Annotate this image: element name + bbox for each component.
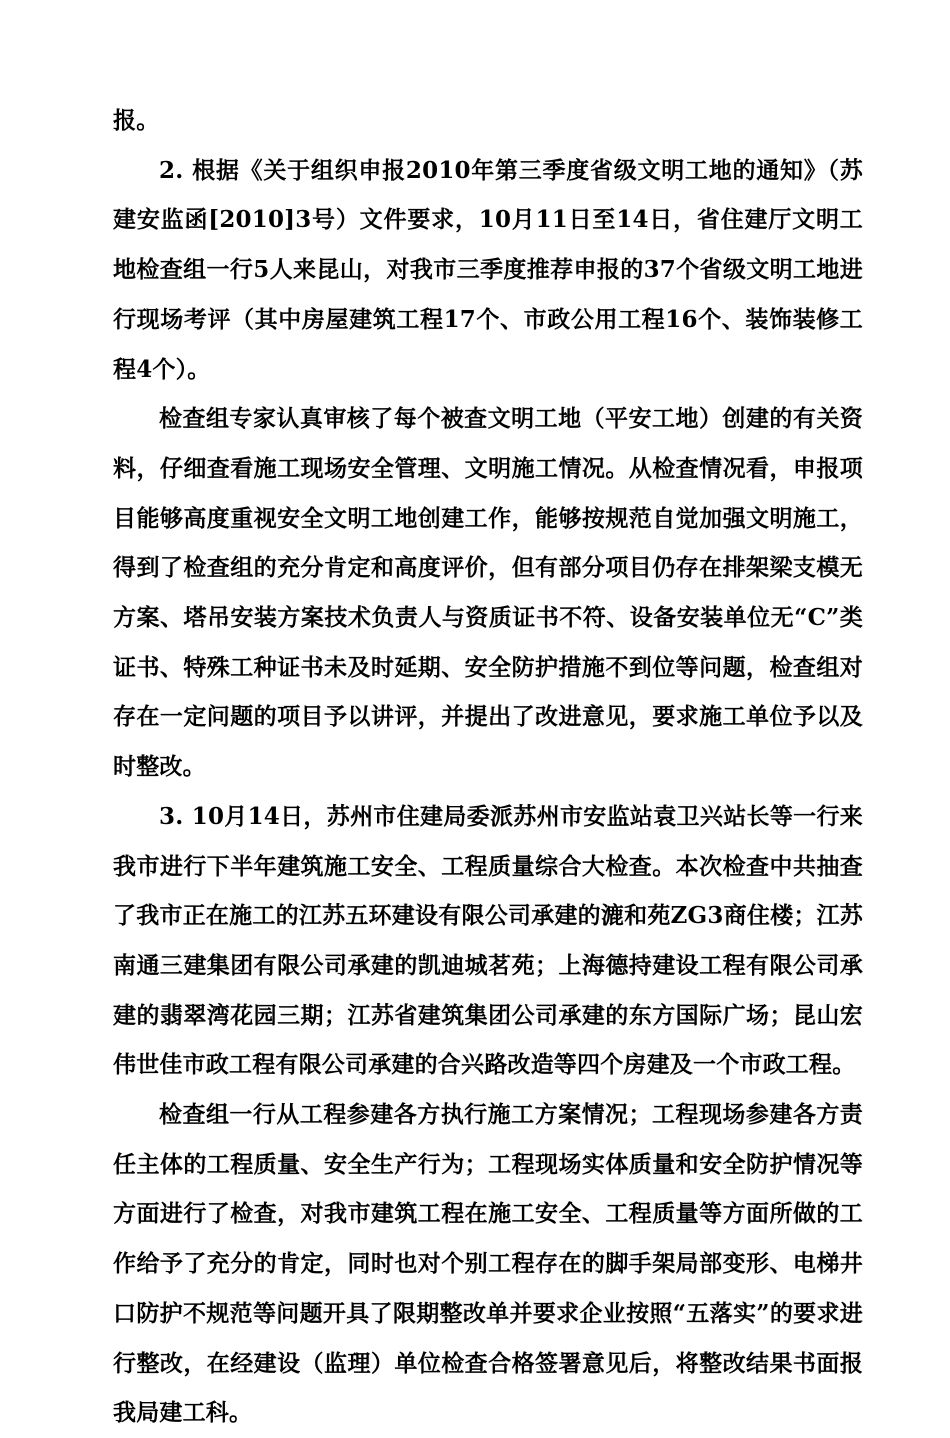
paragraph-item-2: 2. 根据《关于组织申报2010年第三季度省级文明工地的通知》（苏建安监函[2010]3号）文件要求，10月11日至14日，省住建厅文明工地检查组一行5人来昆山，对我市三季度推荐申报的37个省级文明工地进行现场考评（其中房屋建筑工程17个、市政公用工程16个、装饰装修工程4个）。 [113, 156, 863, 383]
paragraph-item-3: 3. 10月14日，苏州市住建局委派苏州市安监站袁卫兴站长等一行来我市进行下半年建筑施工安全、工程质量综合大检查。本次检查中共抽查了我市正在施工的江苏五环建设有限公司承建的漉和苑ZG3商住楼；江苏南通三建集团有限公司承建的凯迪城茗苑；上海德持建设工程有限公司承建的翡翠湾花园三期；江苏省建筑集团公司承建的东方国际广场；昆山宏伟世佳市政工程有限公司承建的合兴路改造等四个房建及一个市政工程。 [113, 802, 863, 1079]
document-page [113, 96, 863, 1438]
paragraph-inspection-results: 检查组一行从工程参建各方执行施工方案情况；工程现场参建各方责任主体的工程质量、安全生产行为；工程现场实体质量和安全防护情况等方面进行了检查，对我市建筑工程在施工安全、工程质量等方面所做的工作给予了充分的肯定，同时也对个别工程存在的脚手架局部变形、电梯井口防护不规范等问题开具了限期整改单并要求企业按照“五落实”的要求进行整改，在经建设（监理）单位检查合格签署意见后，将整改结果书面报我局建工科。 [113, 1101, 863, 1427]
paragraph-continuation: 报。 [113, 107, 160, 134]
paragraph-inspection-findings: 检查组专家认真审核了每个被查文明工地（平安工地）创建的有关资料，仔细查看施工现场安全管理、文明施工情况。从检查情况看，申报项目能够高度重视安全文明工地创建工作，能够按规范自觉加强文明施工，得到了检查组的充分肯定和高度评价，但有部分项目仍存在排架梁支模无方案、塔吊安装方案技术负责人与资质证书不符、设备安装单位无“C”类证书、特殊工种证书未及时延期、安全防护措施不到位等问题，检查组对存在一定问题的项目予以讲评，并提出了改进意见，要求施工单位予以及时整改。 [113, 405, 863, 781]
